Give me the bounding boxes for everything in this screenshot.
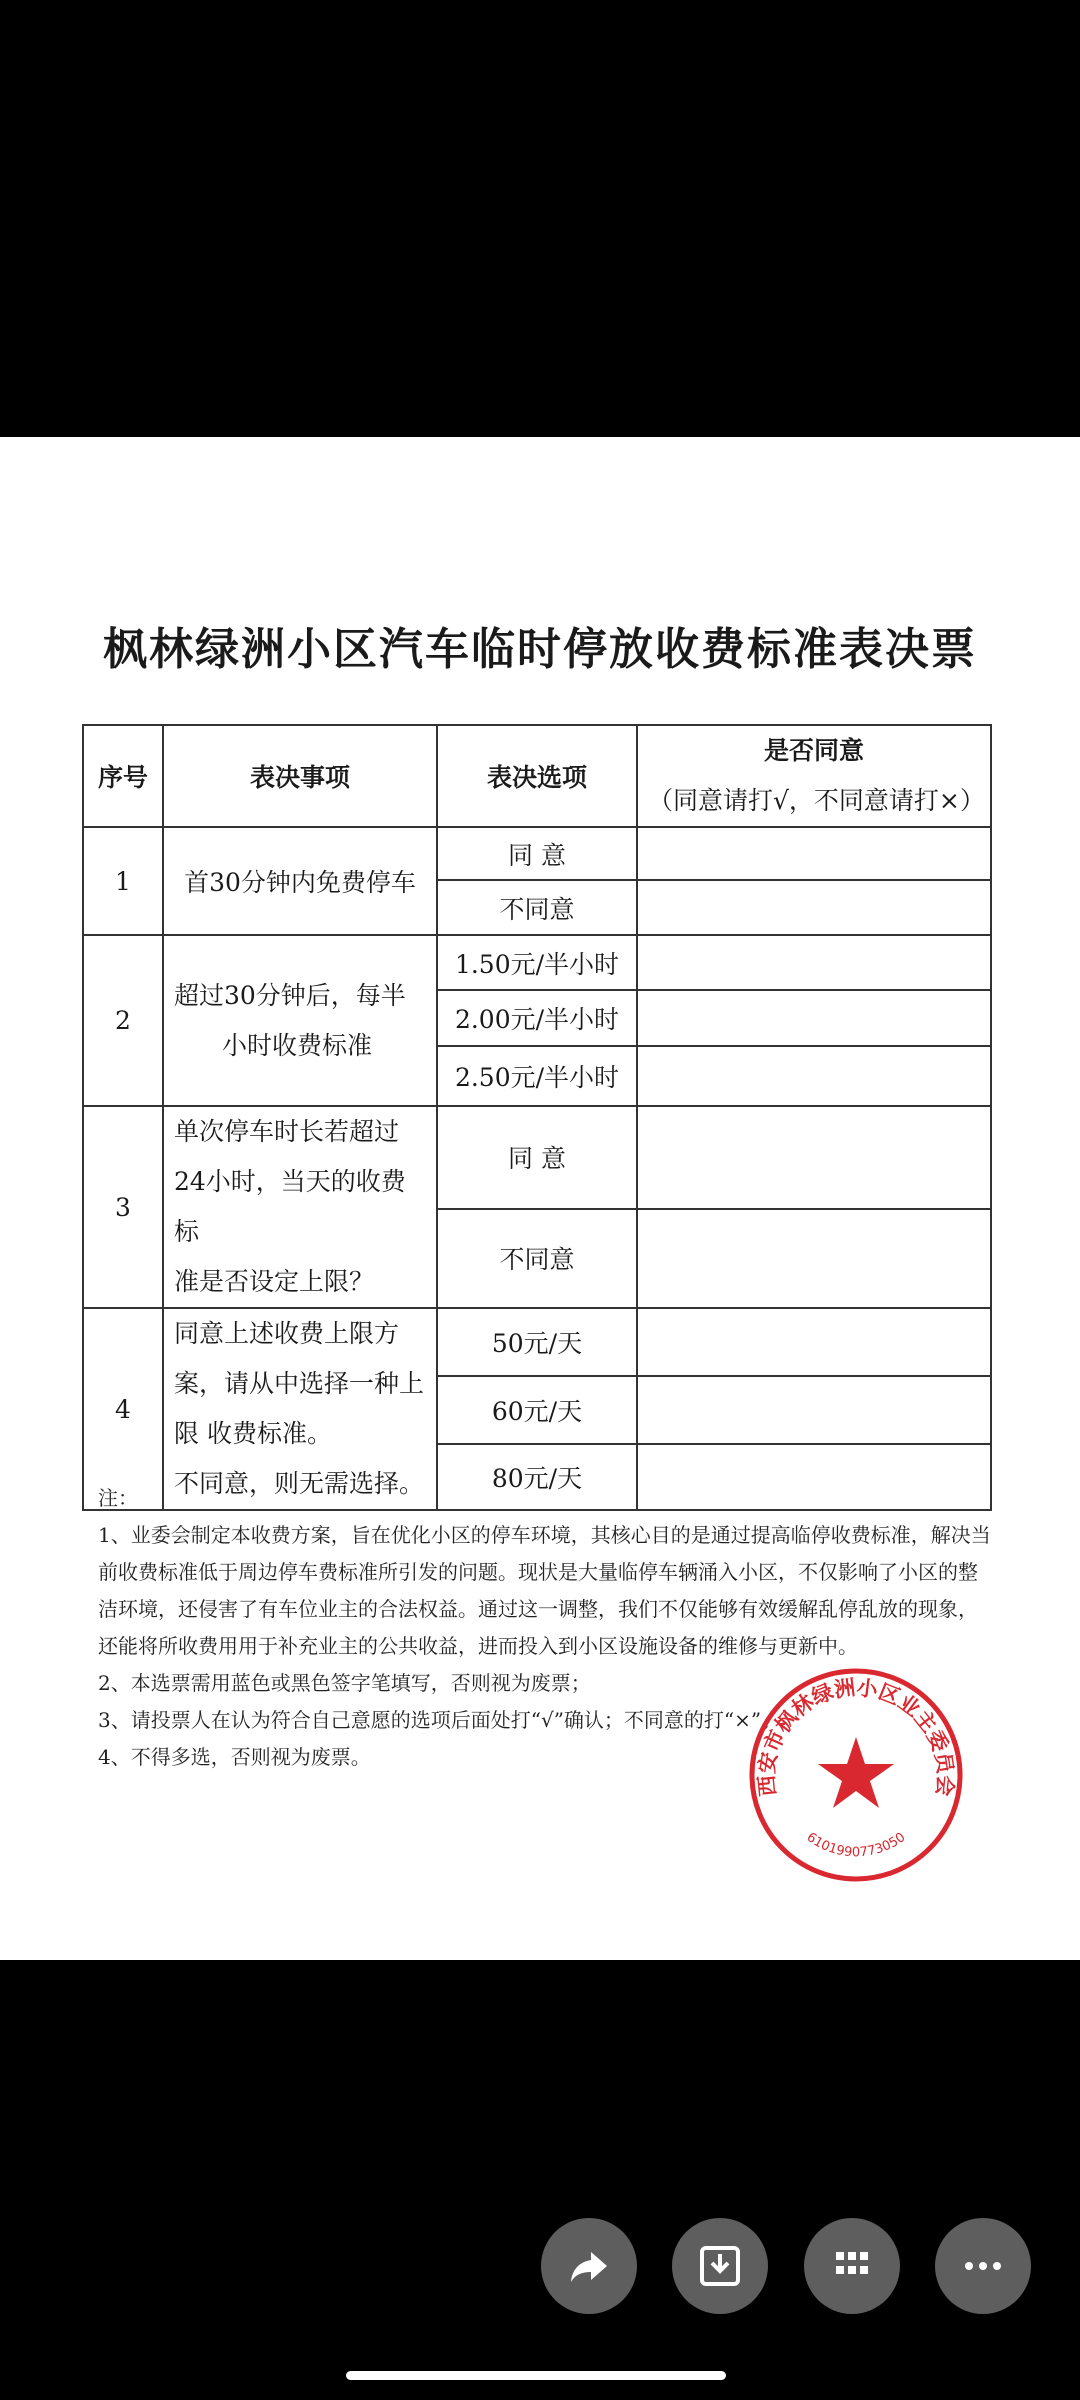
notes-label: 注：	[98, 1486, 138, 1510]
note-item: 1、业委会制定本收费方案，旨在优化小区的停车环境，其核心目的是通过提高临停收费标准，解决当前收费标准低于周边停车费标准所引发的问题。现状是大量临停车辆涌入小区，不仅影响了小区的整洁环境，还侵害了有车位业主的合法权益。通过这一调整，我们不仅能够有效缓解乱停乱放的现象，还能将所收费用用于补充业主的公共收益，进而投入到小区设施设备的维修与更新中。	[98, 1523, 991, 1658]
item-line: 同意上述收费上限方	[174, 1319, 400, 1348]
grid-icon	[828, 2242, 876, 2290]
download-icon	[696, 2242, 744, 2290]
row-no: 3	[83, 1106, 163, 1308]
vote-table	[82, 724, 992, 1511]
option-cell: 同 意	[437, 1106, 637, 1209]
option-cell: 2.00元/半小时	[437, 990, 637, 1046]
note-item: 3、请投票人在认为符合自己意愿的选项后面处打“√”确认；不同意的打“×”。	[98, 1708, 782, 1732]
document-image	[0, 437, 1080, 1960]
more-button[interactable]	[935, 2218, 1031, 2314]
action-bar	[0, 2218, 1080, 2318]
option-cell: 不同意	[437, 1209, 637, 1308]
seal-text: 西安市枫林绿洲小区业主委员会	[753, 1674, 959, 1798]
answer-cell	[637, 880, 991, 935]
header-item: 表决事项	[163, 725, 437, 827]
answer-cell	[637, 990, 991, 1046]
row-item	[163, 1106, 437, 1308]
row-no: 2	[83, 935, 163, 1106]
header-agree-hint: （同意请打√，不同意请打×）	[648, 786, 985, 815]
item-line: 不同意，则无需选择。	[174, 1469, 425, 1498]
answer-cell	[637, 1376, 991, 1444]
item-line: 24小时，当天的收费标	[174, 1167, 406, 1246]
row-no: 1	[83, 827, 163, 935]
item-line: 单次停车时长若超过	[174, 1117, 400, 1146]
apps-button[interactable]	[804, 2218, 900, 2314]
answer-cell	[637, 1046, 991, 1106]
answer-cell	[637, 935, 991, 990]
answer-cell	[637, 1209, 991, 1308]
option-cell: 50元/天	[437, 1308, 637, 1376]
option-cell: 不同意	[437, 880, 637, 935]
official-seal	[746, 1665, 966, 1885]
home-indicator[interactable]	[346, 2371, 726, 2380]
header-agree-title: 是否同意	[763, 736, 864, 765]
option-cell: 80元/天	[437, 1444, 637, 1510]
item-line: 小时收费标准	[222, 1030, 373, 1060]
seal-number: 6101990773050	[803, 1829, 909, 1861]
header-agree	[637, 725, 991, 827]
save-button[interactable]	[672, 2218, 768, 2314]
answer-cell	[637, 1106, 991, 1209]
row-no: 4	[83, 1308, 163, 1510]
option-cell: 1.50元/半小时	[437, 935, 637, 990]
option-cell: 2.50元/半小时	[437, 1046, 637, 1106]
document-title: 枫林绿洲小区汽车临时停放收费标准表决票	[103, 624, 977, 675]
note-item: 2、本选票需用蓝色或黑色签字笔填写，否则视为废票；	[98, 1671, 591, 1695]
option-cell: 60元/天	[437, 1376, 637, 1444]
svg-text:6101990773050	[804, 1830, 909, 1860]
item-line: 超过30分钟后，每半	[174, 980, 406, 1010]
row-item	[163, 935, 437, 1106]
item-line: 准是否设定上限？	[174, 1267, 375, 1296]
answer-cell	[637, 827, 991, 880]
row-item: 首30分钟内免费停车	[163, 827, 437, 935]
item-line: 案，请从中选择一种上	[174, 1369, 425, 1398]
answer-cell	[637, 1308, 991, 1376]
share-button[interactable]	[541, 2218, 637, 2314]
note-item: 4、不得多选，否则视为废票。	[98, 1745, 371, 1769]
seal-star-icon	[818, 1737, 894, 1808]
share-icon	[565, 2242, 613, 2290]
header-no: 序号	[83, 725, 163, 827]
header-option: 表决选项	[437, 725, 637, 827]
more-icon	[959, 2242, 1007, 2290]
item-line: 限 收费标准。	[174, 1419, 332, 1448]
option-cell: 同 意	[437, 827, 637, 880]
